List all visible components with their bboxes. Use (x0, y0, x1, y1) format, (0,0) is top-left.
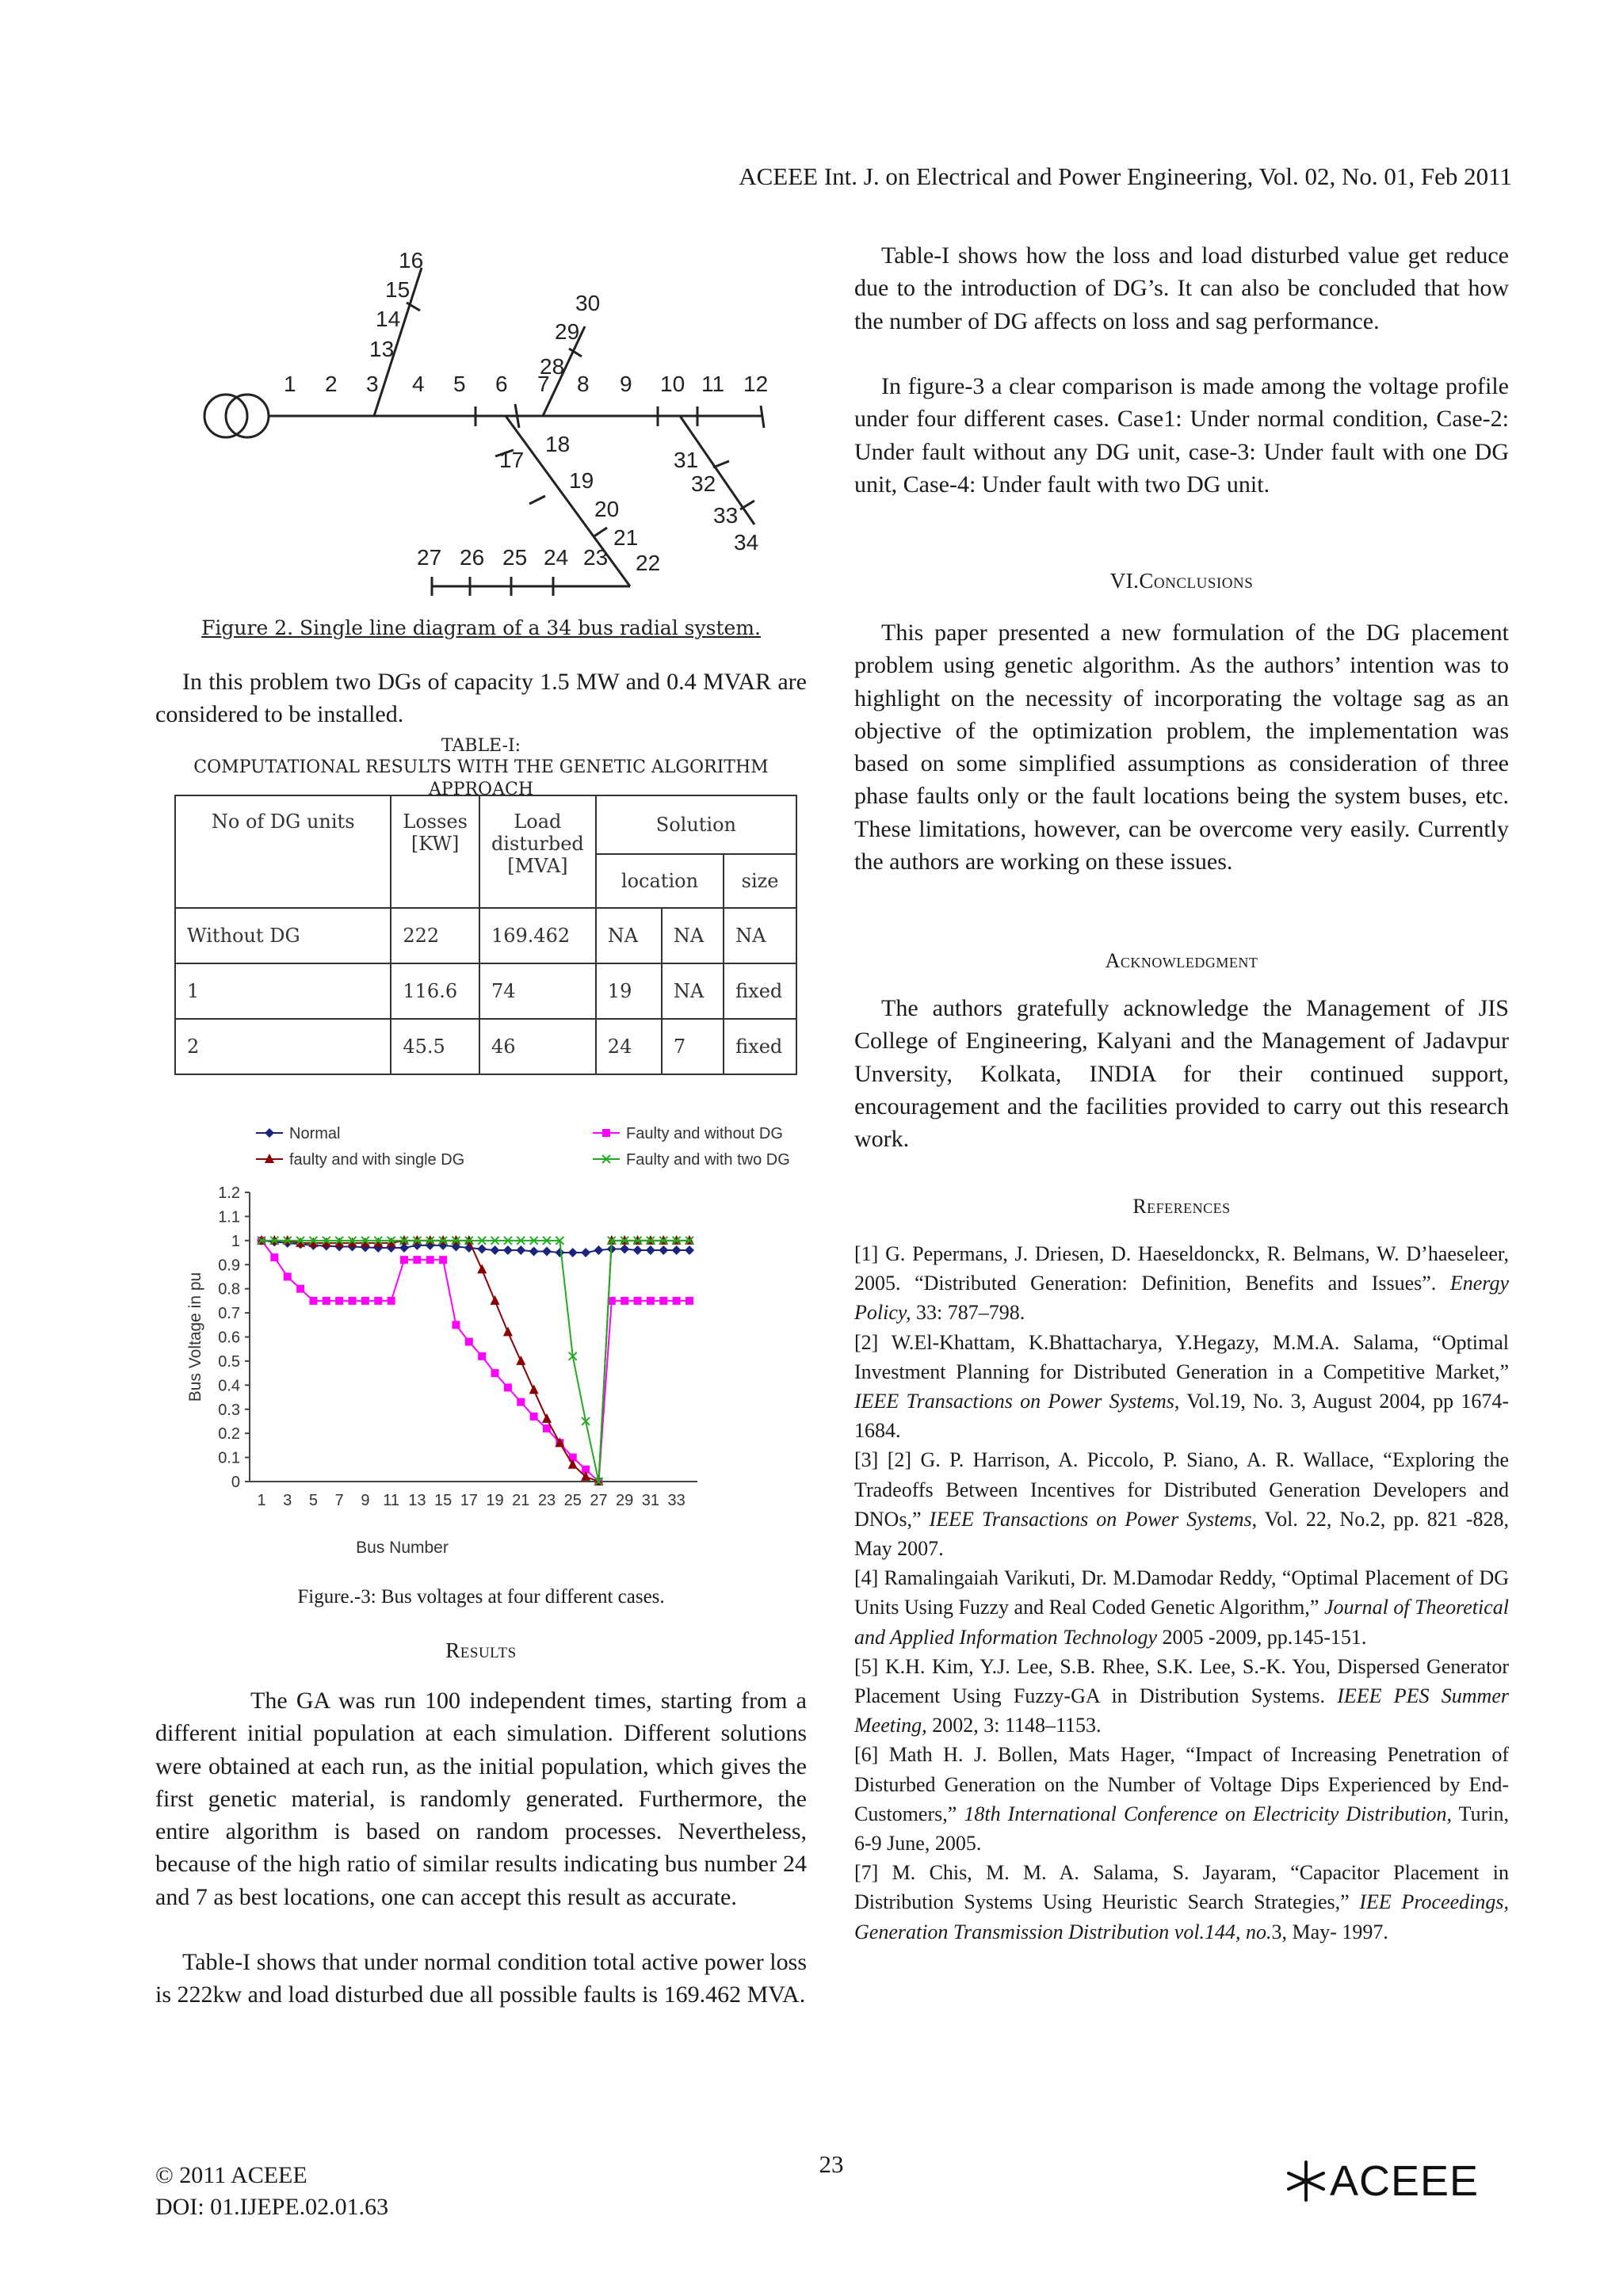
bus-label: 26 (460, 545, 485, 570)
data-point (491, 1245, 500, 1255)
legend-label: Faulty and with two DG (626, 1151, 790, 1169)
table-row (175, 963, 796, 1019)
reference-venue: IEEE PES Summer Meeting, (854, 1684, 1509, 1737)
bus-label: 34 (734, 530, 759, 555)
table-cell: 169.462 (479, 908, 596, 963)
reference-text: 3, May- 1997. (1271, 1920, 1388, 1943)
x-tick-label: 21 (512, 1492, 530, 1509)
y-tick-label: 0.7 (218, 1305, 240, 1323)
x-tick-label: 5 (308, 1492, 319, 1509)
reference-text: Turin, 6-9 June, 2005. (854, 1802, 1509, 1855)
bus-label: 10 (660, 372, 685, 396)
data-point (323, 1297, 330, 1305)
data-point (633, 1245, 643, 1255)
x-tick-label: 15 (433, 1492, 453, 1509)
series-line (262, 1241, 689, 1482)
data-point (594, 1245, 603, 1255)
copyright: © 2011 ACEEE (155, 2162, 307, 2188)
header-load-disturbed: Load disturbed [MVA] (479, 795, 596, 908)
bus-label: 3 (366, 372, 379, 396)
bus-label: 19 (569, 468, 594, 493)
x-tick-label: 29 (616, 1492, 634, 1509)
references-title: References (1132, 1195, 1231, 1218)
y-tick-label: 1.2 (218, 1184, 240, 1202)
reference-text: 33: 787–798. (911, 1301, 1025, 1325)
y-tick-label: 0.5 (218, 1352, 240, 1371)
data-point (413, 1256, 421, 1264)
right-paragraph-1: Table-I shows how the loss and load disturbed value get reduce due to the introduction of DG’s. It can also be concluded that how the number of DG affects on loss and sag performance. (854, 242, 1509, 334)
bus-label: 4 (412, 372, 425, 396)
y-tick-label: 0.6 (218, 1329, 240, 1347)
data-point (516, 1356, 525, 1365)
reference-venue: Journal of Theoretical and Applied Information Technology (854, 1596, 1509, 1649)
series-line (262, 1241, 689, 1482)
bus-label: 9 (620, 372, 632, 396)
intro-paragraph: In this problem two DGs of capacity 1.5 MW and 0.4 MVAR are considered to be installed. (155, 669, 807, 728)
data-point (349, 1297, 357, 1305)
data-point (659, 1245, 668, 1255)
y-tick-label: 0.3 (218, 1401, 240, 1419)
data-point (647, 1297, 655, 1305)
bus-label: 8 (577, 372, 590, 396)
y-tick-label: 1 (231, 1232, 240, 1250)
bus-label: 12 (743, 372, 769, 396)
table-row (175, 908, 796, 963)
header-dg-units: No of DG units (175, 795, 391, 908)
reference-text: [2] W.El-Khattam, K.Bhattacharya, Y.Hegazy, M.M.A. Salama, “Optimal Investment Planning for Distributed Generation in a Competitive Market,” (854, 1330, 1509, 1383)
data-point (439, 1256, 447, 1264)
reference-text: [4] Ramalingaiah Varikuti, Dr. M.Damodar Reddy, “Optimal Placement of DG Units Using Fuzzy and Real Coded Genetic Algorithm,” (854, 1566, 1509, 1619)
bus-label: 5 (453, 372, 466, 396)
reference-venue: Energy Policy, (854, 1272, 1509, 1325)
data-point (426, 1256, 434, 1264)
data-point (478, 1352, 486, 1360)
reference-item (854, 1445, 1509, 1563)
bus-label: 1 (284, 372, 296, 396)
data-point (477, 1244, 487, 1253)
reference-item (854, 1858, 1509, 1947)
page-number: 23 (819, 2150, 844, 2178)
x-tick-label: 1 (257, 1492, 266, 1509)
data-point (465, 1338, 473, 1346)
y-tick-label: 0.1 (218, 1449, 240, 1467)
data-point (529, 1384, 539, 1394)
bus-label: 32 (691, 471, 716, 496)
y-axis-label: Bus Voltage in pu (186, 1272, 204, 1402)
star-logo-icon (1282, 2157, 1330, 2205)
x-tick-label: 3 (283, 1492, 292, 1509)
y-tick-label: 0.8 (218, 1280, 240, 1299)
reference-text: 2002, 3: 1148–1153. (926, 1714, 1102, 1737)
data-point (529, 1247, 539, 1257)
reference-item (854, 1563, 1509, 1652)
table-cell: NA (596, 908, 662, 963)
reference-text: 2005 -2009, pp.145-151. (1157, 1625, 1367, 1649)
data-point (517, 1398, 525, 1406)
table-label: TABLE-I: (441, 736, 521, 756)
reference-item (854, 1239, 1509, 1328)
reference-venue: IEE Proceedings, Generation Transmission Distribution vol.144, no. (854, 1890, 1509, 1943)
legend-label: Normal (289, 1125, 341, 1142)
table-cell: 45.5 (391, 1019, 479, 1074)
acknowledgment-paragraph: The authors gratefully acknowledge the Management of JIS College of Engineering, Kalyani and the Management of Jadavpur Unversity, Kolkata, INDIA for their continued support, encouragement and the facilities provided to carry out this research work. (854, 995, 1509, 1153)
bus-label: 25 (502, 545, 528, 570)
bus-label: 31 (674, 448, 699, 472)
conclusions-paragraph: This paper presented a new formulation of the DG placement problem using genetic algorithm. As the authors’ intention was to highlight on the necessity of incorporating the voltage sag as an objective of the optimization problem, the implementation was based on some simplified assumptions as consideration of three phase faults only or the fault locations being the system buses, etc. These limitations, however, can be overcome very easily. Currently the authors are working on these issues. (854, 620, 1509, 875)
reference-text: [5] K.H. Kim, Y.J. Lee, S.B. Rhee, S.K. Lee, S.-K. You, Dispersed Generator Placement Using Fuzzy-GA in Distribution Systems. (854, 1654, 1509, 1708)
data-point (491, 1295, 500, 1305)
table-row (175, 1019, 796, 1074)
series-line (262, 1241, 689, 1482)
results-paragraph-1: The GA was run 100 independent times, starting from a different initial population at each simulation. Different solutions were obtained at each run, as the initial population, which gives the first genetic material, is randomly generated. Furthermore, the entire algorithm is based on random processes. Nevertheless, because of the high ratio of similar results indicating bus number 24 and 7 as best locations, one can accept this result as accurate. (155, 1688, 807, 1910)
data-point (568, 1248, 578, 1257)
data-point (555, 1248, 564, 1257)
legend-marker (602, 1129, 610, 1137)
data-point (374, 1297, 382, 1305)
references-list (854, 1239, 1509, 1947)
reference-item (854, 1652, 1509, 1741)
x-tick-label: 17 (460, 1492, 478, 1509)
data-point (542, 1247, 552, 1257)
doi: DOI: 01.IJEPE.02.01.63 (155, 2194, 389, 2220)
data-point (581, 1248, 590, 1257)
bus-label: 29 (555, 319, 580, 344)
data-point (685, 1297, 693, 1305)
data-point (504, 1383, 512, 1391)
y-tick-label: 0.4 (218, 1377, 240, 1395)
table-cell: 24 (596, 1019, 662, 1074)
bus-label: 21 (613, 525, 639, 550)
x-tick-label: 23 (537, 1492, 556, 1509)
bus-label: 23 (583, 545, 609, 570)
data-point (309, 1297, 317, 1305)
reference-text: [7] M. Chis, M. M. A. Salama, S. Jayaram, “Capacitor Placement in Distribution Systems Using Heuristic Search Strategies,” (854, 1861, 1509, 1914)
running-head: ACEEE Int. J. on Electrical and Power Engineering, Vol. 02, No. 01, Feb 2011 (739, 162, 1512, 190)
figure3-caption: Figure.-3: Bus voltages at four different cases. (297, 1586, 665, 1608)
table-title: COMPUTATIONAL RESULTS WITH THE GENETIC ALGORITHM APPROACH (193, 757, 769, 799)
single-line-diagram (182, 238, 816, 610)
bus-label: 27 (417, 545, 442, 570)
data-point (516, 1245, 525, 1255)
right-paragraph-2: In figure-3 a clear comparison is made among the voltage profile under four different cases. Case1: Under normal condition, Case-2: Under fault without any DG unit, case-3: Under fault with one DG unit, Case-4: Under fault with two DG unit. (854, 373, 1509, 498)
bus-label: 11 (701, 372, 725, 396)
table-cell: 7 (662, 1019, 724, 1074)
reference-text: [3] [2] G. P. Harrison, A. Piccolo, P. Siano, A. R. Wallace, “Exploring the Tradeoffs Between Incentives for Distributed Generation Developers and DNOs,” (854, 1448, 1509, 1531)
figure2-caption: Figure 2. Single line diagram of a 34 bus radial system. (201, 616, 761, 639)
legend-label: Faulty and without DG (626, 1125, 783, 1142)
table-cell: 116.6 (391, 963, 479, 1019)
bus-label: 14 (376, 307, 401, 331)
publisher-logo (1282, 2157, 1479, 2206)
table-cell: Without DG (175, 908, 391, 963)
header-solution: Solution (596, 795, 796, 854)
table-cell: 74 (479, 963, 596, 1019)
reference-text: , Vol. 22, No.2, pp. 821 -828, May 2007. (854, 1507, 1509, 1561)
table-cell: 222 (391, 908, 479, 963)
data-point (673, 1297, 681, 1305)
data-point (477, 1264, 487, 1273)
legend-label: faulty and with single DG (289, 1151, 465, 1169)
table-cell: 1 (175, 963, 391, 1019)
bus-label: 16 (399, 248, 424, 273)
table-cell: 19 (596, 963, 662, 1019)
bus-label: 13 (369, 337, 395, 361)
data-point (491, 1369, 499, 1377)
data-point (400, 1256, 408, 1264)
x-axis-label: Bus Number (356, 1539, 449, 1557)
header-losses: Losses [KW] (391, 795, 479, 908)
results-table (174, 795, 797, 1075)
data-point (672, 1245, 682, 1255)
x-tick-label: 11 (383, 1492, 400, 1509)
reference-venue: IEEE Transactions on Power Systems (854, 1390, 1174, 1413)
data-point (452, 1321, 460, 1329)
bus-label: 30 (575, 291, 601, 315)
data-point (270, 1253, 278, 1261)
results-paragraph-2: Table-I shows that under normal condition total active power loss is 222kw and load disturbed due all possible faults is 169.462 MVA. (155, 1949, 807, 2008)
reference-venue: 18th International Conference on Electricity Distribution, (964, 1802, 1453, 1825)
bus-voltage-chart (174, 1113, 800, 1581)
x-tick-label: 33 (667, 1492, 685, 1509)
y-tick-label: 0.9 (218, 1257, 240, 1275)
x-tick-label: 25 (563, 1492, 582, 1509)
reference-item (854, 1328, 1509, 1446)
data-point (659, 1297, 667, 1305)
data-point (296, 1285, 304, 1293)
legend-marker (265, 1128, 274, 1138)
reference-item (854, 1740, 1509, 1858)
reference-text: [6] Math H. J. Bollen, Mats Hager, “Impact of Increasing Penetration of Disturbed Generation on the Number of Voltage Dips Experienced by End-Customers,” (854, 1743, 1509, 1825)
header-size: size (724, 854, 796, 908)
table-cell: NA (724, 908, 796, 963)
data-point (543, 1425, 551, 1432)
bus-label: 17 (499, 448, 525, 472)
data-point (530, 1413, 538, 1421)
x-tick-label: 31 (641, 1492, 660, 1509)
logo-text: ACEEE (1330, 2157, 1480, 2205)
x-tick-label: 19 (486, 1492, 504, 1509)
bus-label: 24 (544, 545, 569, 570)
table-cell: 46 (479, 1019, 596, 1074)
reference-text: , Vol.19, No. 3, August 2004, pp 1674-1684. (854, 1390, 1510, 1443)
data-point (542, 1413, 552, 1423)
data-point (646, 1245, 655, 1255)
x-tick-label: 13 (408, 1492, 426, 1509)
acknowledgment-title: Acknowledgment (1105, 949, 1258, 972)
table-cell: fixed (724, 1019, 796, 1074)
data-point (634, 1297, 642, 1305)
reference-venue: IEEE Transactions on Power Systems (929, 1507, 1252, 1531)
data-point (335, 1297, 343, 1305)
data-point (284, 1272, 292, 1280)
data-point (503, 1326, 513, 1336)
conclusions-title: VI.Conclusions (1109, 569, 1254, 593)
data-point (503, 1245, 513, 1255)
bus-label: 7 (537, 372, 550, 396)
x-tick-label: 9 (361, 1492, 370, 1509)
table-cell: NA (662, 908, 724, 963)
bus-label: 2 (325, 372, 338, 396)
y-tick-label: 1.1 (218, 1208, 240, 1226)
results-title: Results (445, 1638, 517, 1662)
reference-text: [1] G. Pepermans, J. Driesen, D. Haeseldonckx, R. Belmans, W. D’haeseleer, 2005. “Distributed Generation: Definition, Benefits and Issues”. (854, 1242, 1509, 1295)
x-tick-label: 27 (590, 1492, 608, 1509)
bus-label: 28 (540, 354, 565, 379)
table-cell: NA (662, 963, 724, 1019)
bus-label: 15 (385, 277, 411, 302)
x-tick-label: 7 (334, 1492, 344, 1509)
bus-label: 18 (545, 432, 571, 456)
y-tick-label: 0.2 (218, 1425, 240, 1444)
data-point (685, 1245, 694, 1255)
data-point (388, 1297, 395, 1305)
data-point (620, 1244, 629, 1253)
bus-label: 33 (713, 503, 739, 528)
bus-label: 20 (594, 497, 620, 521)
bus-label: 22 (636, 551, 661, 575)
table-cell: fixed (724, 963, 796, 1019)
y-tick-label: 0 (231, 1474, 240, 1491)
table-cell: 2 (175, 1019, 391, 1074)
data-point (361, 1297, 369, 1305)
data-point (621, 1297, 628, 1305)
bus-label: 6 (495, 372, 508, 396)
header-location: location (596, 854, 724, 908)
